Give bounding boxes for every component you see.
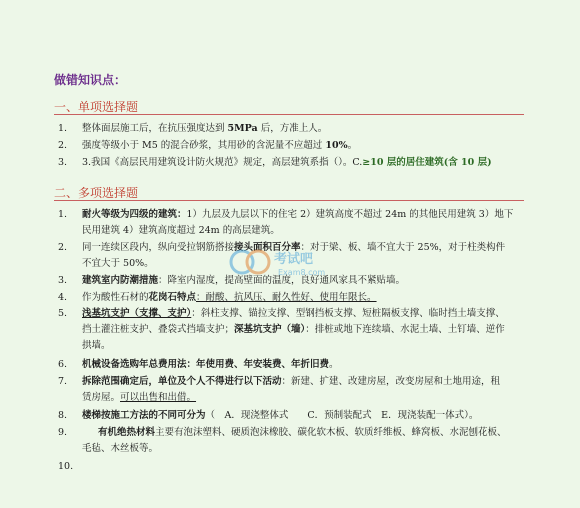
section1-rule [54, 114, 524, 115]
s2-item-7: 7. 拆除范围确定后，单位及个人不得进行以下活动：新建、扩建、改建房屋，改变房屋和土地用途，租 赁房屋。可以出售和出借。 [58, 376, 501, 403]
s2-item-10: 10. [58, 461, 74, 472]
section1-title: 一、单项选择题 [54, 100, 139, 114]
s2-item-6: 6. 机械设备选购年总费用法：年使用费、年安装费、年折旧费。 [58, 359, 339, 370]
s2-item-1: 1. 耐火等级为四级的建筑：1）九层及九层以下的住宅 2）建筑高度不超过 24m 的其他民用建筑 3）地下 民用建筑 4）建筑高度超过 24m 的高层建筑。 [58, 209, 514, 236]
s1-item-3: 3. 3.我国《高层民用建筑设计防火规范》规定，高层建筑系指（）。C.≥10 层的居住建筑(含 10 层) [58, 157, 492, 168]
s1-item-1: 1. 整体面层施工后，在抗压强度达到 5MPa 后，方准上人。 [58, 123, 328, 134]
section2-rule [54, 200, 524, 201]
s2-item-3: 3. 建筑室内防潮措施：降室内湿度，提高壁面的温度，良好通风家具不紧贴墙。 [58, 275, 406, 286]
s2-item-9: 9. 有机绝热材料主要有泡沫塑料、硬质泡沫橡胶、碳化软木板、软质纤维板、蜂窝板、水泥刨花板、 毛毡、木丝板等。 [58, 427, 507, 454]
section2-title: 二、多项选择题 [54, 186, 139, 200]
watermark-text: 考试吧 [274, 252, 314, 267]
page-heading: 做错知识点： [54, 73, 127, 87]
s1-item-2: 2. 强度等级小于 M5 的混合砂浆，其用砂的含泥量不应超过 10%。 [58, 140, 358, 151]
s2-item-4: 4. 作为酸性石材的花岗石特点：耐酸、抗风压、耐久性好、使用年限长。 [58, 292, 377, 303]
watermark-logo [228, 244, 356, 280]
s2-item-8: 8. 楼梯按施工方法的不同可分为（ A．现浇整体式 C．预制装配式 E．现浇装配一体式）。 [58, 410, 479, 421]
s2-item-5: 5. 浅基坑支护（支撑、支护）：斜柱支撑、锚拉支撑、型钢挡板支撑、短桩隔板支撑、临时挡土墙支撑、 挡土灌注桩支护、叠袋式挡墙支护；深基坑支护（墙）：排桩或地下连续墙、水泥土墙、土钉墙、逆作 拱墙。 [58, 308, 505, 351]
watermark-sub: Exam8.com [278, 268, 326, 277]
s2-item-2: 2. 同一连续区段内，纵向受拉钢筋搭接接头面积百分率：对于梁、板、墙不宜大于 25%，对于柱类构件 不宜大于 50%。 [58, 242, 506, 269]
